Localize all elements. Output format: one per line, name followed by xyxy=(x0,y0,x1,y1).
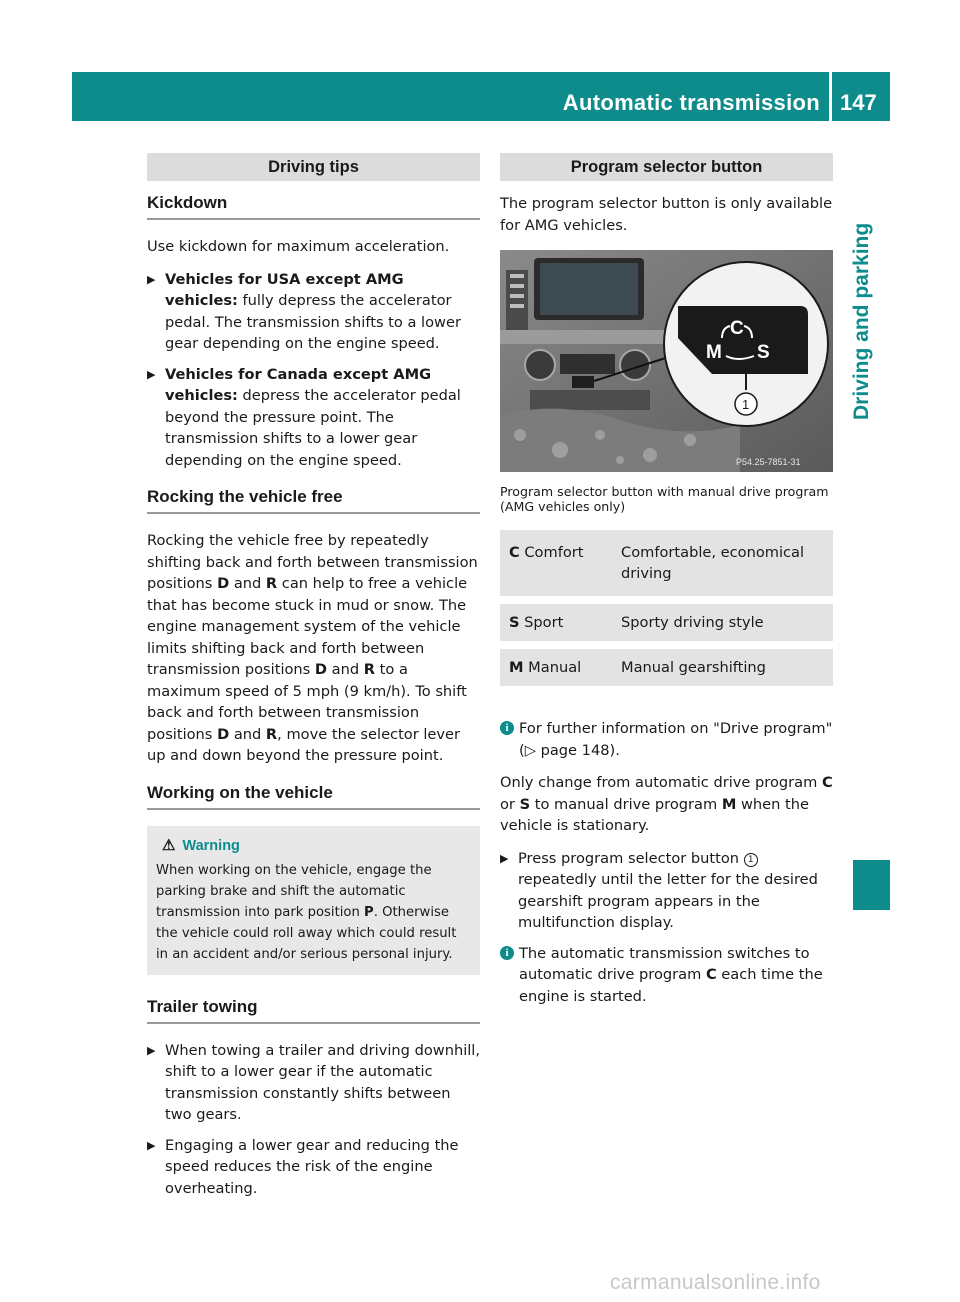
program-description: Sporty driving style xyxy=(621,614,764,631)
heading-trailer: Trailer towing xyxy=(147,997,480,1024)
selector-letter-s: S xyxy=(757,342,770,363)
program-name: S Sport xyxy=(509,614,564,631)
header-divider xyxy=(829,72,832,121)
step-label: Vehicles for USA except AMG vehicles: xyxy=(165,270,404,309)
program-selector-photo xyxy=(500,250,833,472)
selector-letter-m: M xyxy=(706,342,722,363)
warning-triangle-icon: ⚠ xyxy=(162,836,176,854)
step-item xyxy=(147,1040,480,1126)
chapter-tab-marker xyxy=(853,860,890,910)
step-label: Vehicles for Canada except AMG vehicles: xyxy=(165,365,432,404)
info-note: i For further information on "Drive program" (▷ page 148). xyxy=(500,718,833,761)
stationary-note: Only change from automatic drive program C or S to manual drive program M when the vehicle is stationary. xyxy=(500,774,833,834)
program-description: Comfortable, economical driving xyxy=(621,544,805,582)
figure-code: P54.25-7851-31 xyxy=(736,457,801,467)
chapter-tab-label: Driving and parking xyxy=(850,222,873,420)
step-arrow-icon: ▶ xyxy=(147,367,156,381)
table-row xyxy=(500,530,833,604)
warning-box xyxy=(147,826,480,975)
step-text: depress the accelerator pedal beyond the pressure point. The transmission shifts to a lower gear depending on the engine speed. xyxy=(165,387,461,469)
callout-number-icon: 1 xyxy=(744,853,758,867)
page-number: 147 xyxy=(840,90,877,115)
figure-caption: Program selector button with manual drive program (AMG vehicles only) xyxy=(500,484,829,514)
program-name: C Comfort xyxy=(509,544,584,561)
step-text: fully depress the accelerator pedal. The transmission shifts to a lower gear depending on the engine speed. xyxy=(165,292,461,352)
info-icon: i xyxy=(500,946,514,960)
callout-number: 1 xyxy=(742,397,750,412)
right-column xyxy=(500,153,833,1018)
step-arrow-icon: ▶ xyxy=(500,851,509,865)
step-item xyxy=(147,269,480,355)
heading-working: Working on the vehicle xyxy=(147,783,480,810)
page-title: Automatic transmission xyxy=(562,90,820,115)
info-icon: i xyxy=(500,721,514,735)
step-item xyxy=(147,1135,480,1200)
drive-program-table xyxy=(500,530,833,694)
footer-watermark: carmanualsonline.info xyxy=(610,1271,821,1294)
info-note: i The automatic transmission switches to automatic drive program C each time the engine is started. xyxy=(500,943,833,1008)
step-arrow-icon: ▶ xyxy=(147,1043,156,1057)
program-name: M Manual xyxy=(509,659,582,676)
step-item: ▶ Press program selector button 1 repeatedly until the letter for the desired gearshift program appears in the multifunction display. xyxy=(500,849,818,931)
program-description: Manual gearshifting xyxy=(621,659,766,676)
step-item xyxy=(147,364,480,472)
step-arrow-icon: ▶ xyxy=(147,272,156,286)
left-column xyxy=(147,153,480,1208)
warning-text: When working on the vehicle, engage the parking brake and shift the automatic transmission into park position P. Otherwise the vehicle could roll away which could result in an accident and/or serious personal injury. xyxy=(156,862,457,962)
heading-rocking: Rocking the vehicle free xyxy=(147,487,480,514)
selector-letter-c: C xyxy=(730,318,744,339)
page-reference-arrow-icon: ▷ xyxy=(524,741,536,759)
table-row xyxy=(500,649,833,694)
program-selector-intro: The program selector button is only available for AMG vehicles. xyxy=(500,195,833,234)
kickdown-intro: Use kickdown for maximum acceleration. xyxy=(147,238,450,255)
rocking-paragraph: Rocking the vehicle free by repeatedly shifting back and forth between transmission positions D and R can help to free a vehicle that has become stuck in mud or snow. The engine management system of the vehicle limits shifting back and forth between transmission positions D and R to a maximum speed of 5 mph (9 km/h). To shift back and forth between transmission positions D and R, move the selector lever up and down beyond the pressure point. xyxy=(147,532,478,764)
center-console-illustration xyxy=(500,250,833,472)
step-text: When towing a trailer and driving downhill, shift to a lower gear if the automatic transmission constantly shifts between two gears. xyxy=(165,1041,480,1123)
table-row xyxy=(500,604,833,649)
heading-kickdown: Kickdown xyxy=(147,193,480,220)
section-title-driving-tips: Driving tips xyxy=(147,153,480,181)
step-text: Engaging a lower gear and reducing the speed reduces the risk of the engine overheating. xyxy=(165,1136,459,1197)
section-title-program-selector: Program selector button xyxy=(500,153,833,181)
warning-heading: ⚠ Warning xyxy=(162,836,240,854)
step-arrow-icon: ▶ xyxy=(147,1138,156,1152)
